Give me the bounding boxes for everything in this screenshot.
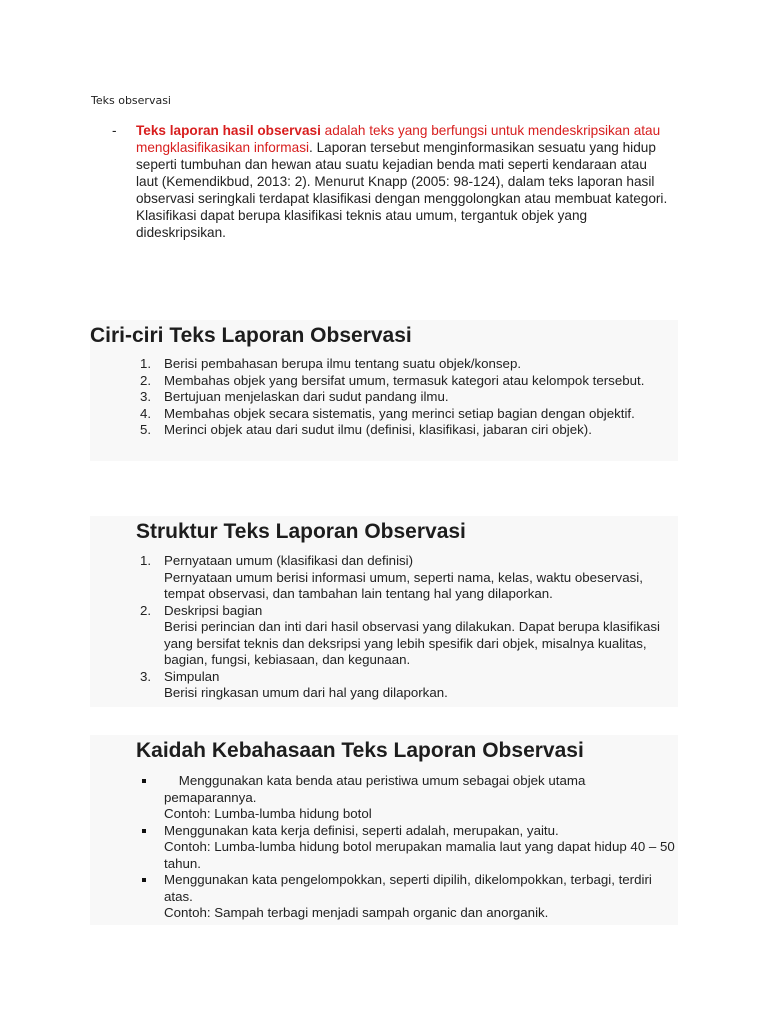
section-kaidah [90, 735, 678, 925]
list-example: Contoh: Sampah terbagi menjadi sampah organic dan anorganik. [164, 905, 549, 920]
list-body: Berisi perincian dan inti dari hasil observasi yang dilakukan. Dapat berupa klasifikasi yang bersifat teknis dan deksripsi yang lebih spesifik dari objek, misalnya kualitas, bagian, fungsi, kebiasaan, dan kegunaan. [164, 619, 660, 667]
list-item [90, 373, 678, 390]
list-number: 3. [140, 389, 152, 404]
list-text: Berisi pembahasan berupa ilmu tentang suatu objek/konsep. [164, 356, 522, 371]
list-head: Menggunakan kata pengelompokkan, seperti dipilih, dikelompokkan, terbagi, terdiri atas. [164, 872, 652, 904]
list-number: 1. [140, 553, 152, 568]
intro-text [136, 122, 672, 241]
list-number: 5. [140, 422, 152, 437]
intro-body: . Laporan tersebut menginformasikan sesuatu yang hidup seperti tumbuhan dan hewan atau suatu kejadian benda mati seperti kendaraan atau laut (Kemendikbud, 2013: 2). Menurut Knapp (2005: 98-124), dalam teks laporan hasil observasi seringkali terdapat klasifikasi dengan menggolongkan atau membuat kategori. Klasifikasi dapat berupa klasifikasi teknis atau umum, tergantuk objek yang dideskripsikan. [136, 140, 668, 240]
list-text: Membahas objek yang bersifat umum, termasuk kategori atau kelompok tersebut. [164, 372, 645, 388]
list-text: Membahas objek secara sistematis, yang merinci setiap bagian dengan objektif. [164, 405, 635, 421]
intro-term: Teks laporan hasil observasi [136, 123, 321, 138]
document-heading: Teks observasi [91, 94, 171, 107]
list-number: 4. [140, 405, 152, 421]
list-example: Contoh: Lumba-lumba hidung botol [164, 806, 372, 821]
list-head: Menggunakan kata benda atau peristiwa umum sebagai objek utama pemaparannya. [164, 773, 590, 805]
intro-definition: adalah teks yang berfungsi untuk mendeskripsikan atau mengklasifikasikan informasi [136, 123, 661, 155]
list-item [90, 422, 678, 439]
kaidah-list [90, 773, 678, 922]
list-item [90, 553, 678, 603]
list-number: 1. [140, 356, 152, 371]
list-head: Simpulan [164, 668, 220, 684]
bullet-icon [142, 829, 146, 833]
section-title: Ciri-ciri Teks Laporan Observasi [90, 324, 412, 347]
list-item [90, 773, 678, 823]
list-head: Pernyataan umum (klasifikasi dan definisi) [164, 553, 414, 568]
bullet-icon [142, 878, 146, 882]
list-item [90, 406, 678, 423]
list-body: Berisi ringkasan umum dari hal yang dilaporkan. [164, 685, 448, 700]
section-struktur [90, 516, 678, 707]
dash-bullet: - [112, 123, 117, 138]
list-head: Deskripsi bagian [164, 602, 263, 618]
section-ciri [90, 320, 678, 461]
list-head: Menggunakan kata kerja definisi, seperti adalah, merupakan, yaitu. [164, 822, 559, 838]
list-text: Bertujuan menjelaskan dari sudut pandang ilmu. [164, 389, 449, 404]
intro-paragraph [112, 122, 672, 241]
bullet-icon [142, 779, 146, 783]
list-item [90, 603, 678, 669]
list-item [90, 389, 678, 406]
list-number: 2. [140, 602, 152, 618]
ciri-list [90, 356, 678, 439]
section-title: Struktur Teks Laporan Observasi [136, 520, 466, 543]
list-number: 3. [140, 668, 152, 684]
list-item [90, 823, 678, 873]
struktur-list [90, 553, 678, 702]
list-text: Merinci objek atau dari sudut ilmu (definisi, klasifikasi, jabaran ciri objek). [164, 422, 592, 437]
section-title: Kaidah Kebahasaan Teks Laporan Observasi [136, 739, 584, 762]
list-item [90, 356, 678, 373]
list-body: Pernyataan umum berisi informasi umum, seperti nama, kelas, waktu obeservasi, tempat observasi, dan tambahan lain tentang hal yang dilaporkan. [164, 569, 643, 601]
list-example: Contoh: Lumba-lumba hidung botol merupakan mamalia laut yang dapat hidup 40 – 50 tahun. [164, 839, 675, 871]
list-item [90, 872, 678, 922]
list-item [90, 669, 678, 702]
list-number: 2. [140, 372, 152, 388]
